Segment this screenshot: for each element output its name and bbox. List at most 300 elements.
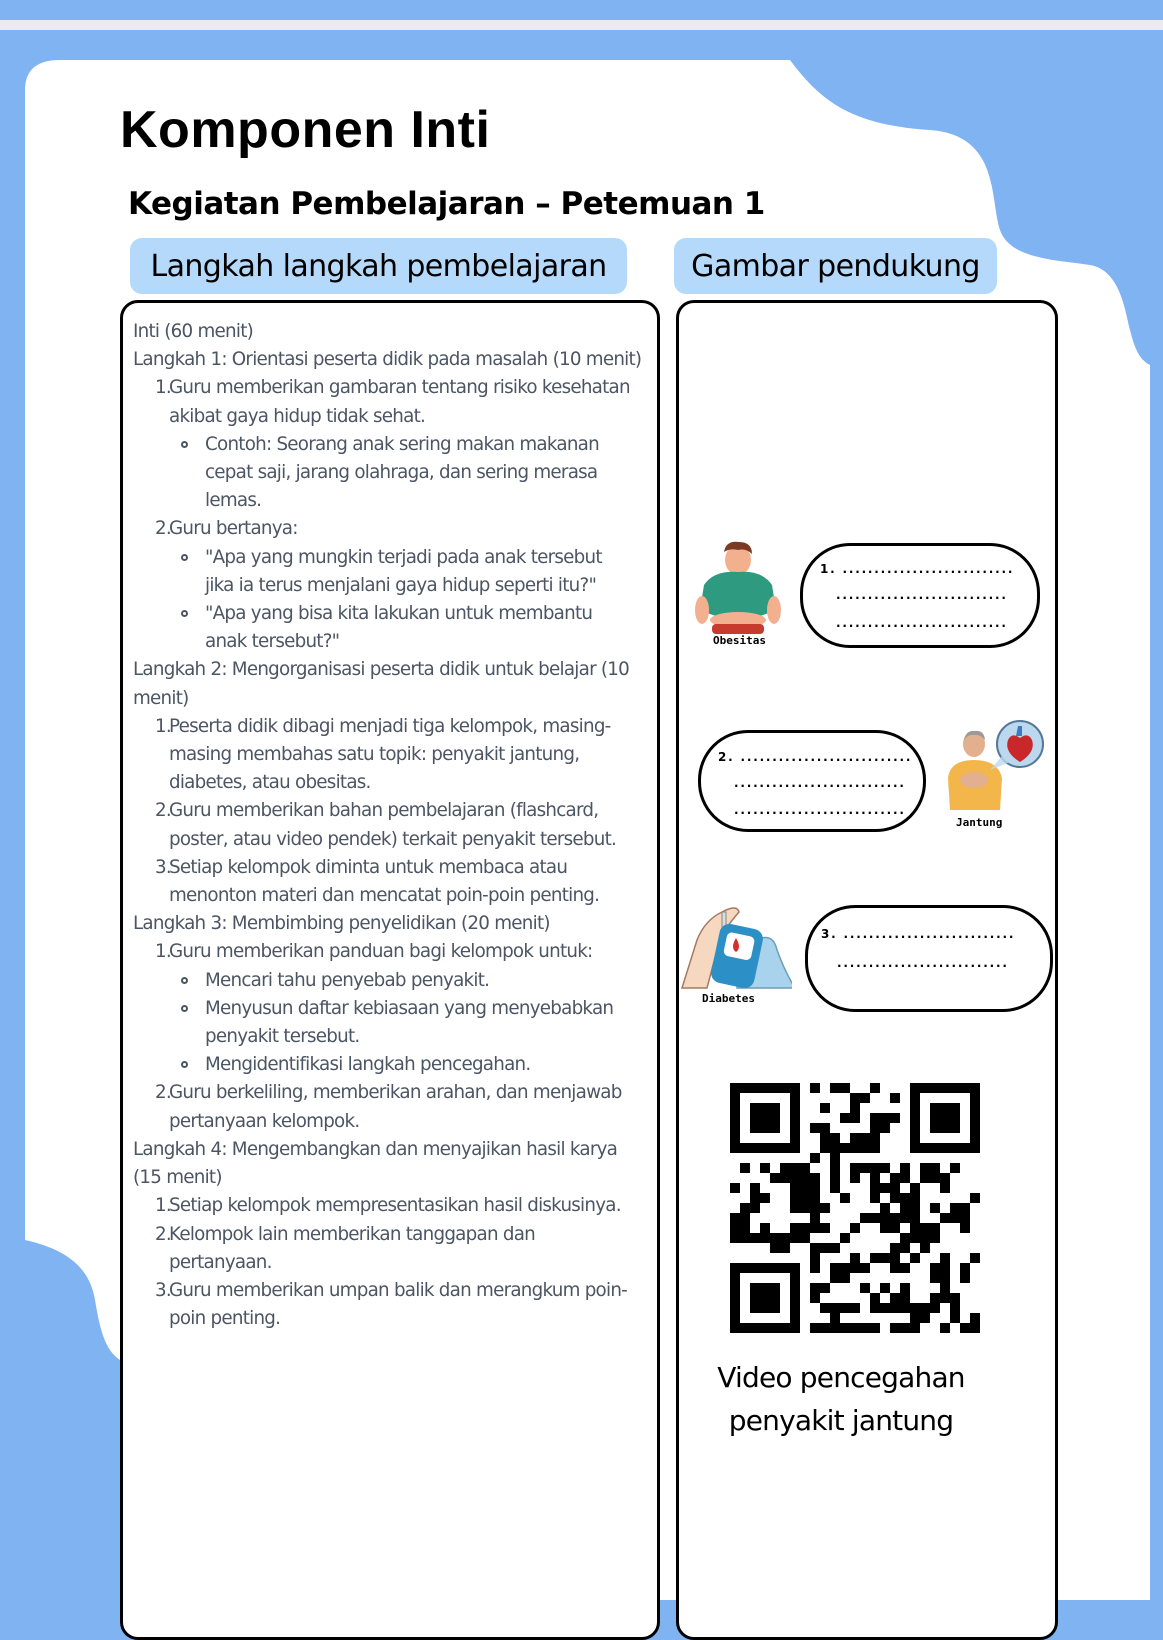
qr-module bbox=[790, 1303, 800, 1313]
qr-module bbox=[840, 1233, 850, 1243]
qr-module bbox=[910, 1323, 920, 1333]
qr-module bbox=[870, 1213, 880, 1223]
qr-module bbox=[900, 1173, 910, 1183]
qr-module bbox=[960, 1143, 970, 1153]
qr-module bbox=[810, 1123, 820, 1133]
line-text: (15 menit) bbox=[133, 1167, 222, 1189]
step-item-line bbox=[133, 1249, 663, 1277]
qr-module bbox=[910, 1193, 920, 1203]
line-text: Setiap kelompok diminta untuk membaca atau bbox=[169, 856, 568, 878]
qr-module bbox=[920, 1303, 930, 1313]
qr-module bbox=[970, 1193, 980, 1203]
qr-module bbox=[850, 1323, 860, 1333]
qr-module bbox=[860, 1093, 870, 1103]
qr-module bbox=[750, 1303, 760, 1313]
qr-module bbox=[810, 1323, 820, 1333]
qr-module bbox=[730, 1263, 740, 1273]
qr-module bbox=[910, 1143, 920, 1153]
qr-module bbox=[910, 1313, 920, 1323]
qr-module bbox=[730, 1223, 740, 1233]
qr-module bbox=[830, 1323, 840, 1333]
qr-module bbox=[800, 1183, 810, 1193]
step-item-line bbox=[133, 459, 663, 487]
qr-module bbox=[910, 1183, 920, 1193]
qr-module bbox=[900, 1213, 910, 1223]
line-text: Setiap kelompok mempresentasikan hasil diskusinya. bbox=[169, 1195, 621, 1217]
qr-module bbox=[940, 1263, 950, 1273]
qr-module bbox=[880, 1163, 890, 1173]
qr-module bbox=[880, 1253, 890, 1263]
answer-3-line-2: ........................... bbox=[837, 956, 1009, 970]
line-text: Peserta didik dibagi menjadi tiga kelompok, masing- bbox=[169, 715, 611, 737]
qr-module bbox=[970, 1323, 980, 1333]
qr-module bbox=[860, 1323, 870, 1333]
step-heading-line bbox=[133, 318, 663, 346]
line-text: penyakit tersebut. bbox=[205, 1026, 360, 1048]
qr-module bbox=[820, 1323, 830, 1333]
qr-module bbox=[740, 1263, 750, 1273]
qr-module bbox=[840, 1303, 850, 1313]
qr-module bbox=[850, 1253, 860, 1263]
qr-module bbox=[950, 1083, 960, 1093]
qr-module bbox=[820, 1203, 830, 1213]
qr-module bbox=[810, 1293, 820, 1303]
qr-module bbox=[950, 1313, 960, 1323]
obese-person-icon bbox=[694, 540, 784, 635]
line-text: anak tersebut?" bbox=[205, 631, 340, 653]
steps-header: Langkah langkah pembelajaran bbox=[130, 238, 627, 294]
step-heading-line bbox=[133, 1164, 663, 1192]
diabetes-label: Diabetes bbox=[702, 992, 755, 1005]
item-number: 2. bbox=[155, 1223, 171, 1245]
qr-module bbox=[920, 1173, 930, 1183]
qr-module bbox=[910, 1123, 920, 1133]
qr-module bbox=[790, 1173, 800, 1183]
qr-module bbox=[770, 1083, 780, 1093]
qr-module bbox=[930, 1173, 940, 1183]
qr-module bbox=[760, 1083, 770, 1093]
top-band bbox=[0, 0, 1163, 20]
qr-module bbox=[790, 1263, 800, 1273]
qr-module bbox=[730, 1283, 740, 1293]
qr-module bbox=[910, 1093, 920, 1103]
qr-module bbox=[920, 1313, 930, 1323]
line-text: pertanyaan. bbox=[169, 1251, 272, 1273]
qr-module bbox=[740, 1163, 750, 1173]
qr-module bbox=[910, 1133, 920, 1143]
step-item-line bbox=[133, 544, 663, 572]
qr-module bbox=[920, 1143, 930, 1153]
line-text: cepat saji, jarang olahraga, dan sering merasa bbox=[205, 462, 598, 484]
answer-2-line-3: ........................... bbox=[734, 803, 906, 817]
qr-module bbox=[950, 1143, 960, 1153]
step-item-line bbox=[133, 515, 663, 543]
line-text: poster, atau video pendek) terkait penyakit tersebut. bbox=[169, 828, 617, 850]
qr-module bbox=[790, 1093, 800, 1103]
qr-caption bbox=[706, 1356, 976, 1442]
qr-module bbox=[750, 1283, 760, 1293]
qr-module bbox=[820, 1243, 830, 1253]
qr-module bbox=[800, 1193, 810, 1203]
qr-module bbox=[730, 1183, 740, 1193]
qr-module bbox=[860, 1163, 870, 1173]
qr-module bbox=[910, 1223, 920, 1233]
line-text: Inti (60 menit) bbox=[133, 321, 254, 342]
qr-module bbox=[960, 1273, 970, 1283]
qr-module bbox=[940, 1273, 950, 1283]
step-item-line bbox=[133, 995, 663, 1023]
qr-code-icon[interactable] bbox=[730, 1083, 980, 1333]
qr-module bbox=[790, 1143, 800, 1153]
line-text: Guru memberikan panduan bagi kelompok untuk: bbox=[169, 941, 593, 963]
qr-module bbox=[970, 1093, 980, 1103]
qr-module bbox=[750, 1323, 760, 1333]
qr-module bbox=[730, 1273, 740, 1283]
qr-module bbox=[940, 1123, 950, 1133]
step-item-line bbox=[133, 572, 663, 600]
qr-module bbox=[740, 1143, 750, 1153]
line-text: Kelompok lain memberikan tanggapan dan bbox=[169, 1223, 535, 1245]
line-text: Guru memberikan umpan balik dan merangkum poin- bbox=[169, 1279, 628, 1301]
qr-module bbox=[820, 1283, 830, 1293]
qr-module bbox=[850, 1223, 860, 1233]
qr-module bbox=[780, 1163, 790, 1173]
qr-module bbox=[830, 1083, 840, 1093]
qr-module bbox=[780, 1243, 790, 1253]
qr-module bbox=[790, 1183, 800, 1193]
qr-module bbox=[810, 1203, 820, 1213]
qr-module bbox=[830, 1163, 840, 1173]
qr-module bbox=[730, 1233, 740, 1243]
step-item-line bbox=[133, 628, 663, 656]
qr-module bbox=[930, 1083, 940, 1093]
qr-module bbox=[950, 1123, 960, 1133]
qr-module bbox=[870, 1133, 880, 1143]
qr-module bbox=[880, 1113, 890, 1123]
obesitas-label: Obesitas bbox=[713, 634, 766, 647]
qr-module bbox=[850, 1173, 860, 1183]
qr-module bbox=[770, 1323, 780, 1333]
qr-module bbox=[810, 1223, 820, 1233]
line-text: menit) bbox=[133, 687, 189, 709]
step-item-line bbox=[133, 374, 663, 402]
qr-module bbox=[740, 1223, 750, 1233]
qr-module bbox=[820, 1303, 830, 1313]
qr-module bbox=[760, 1283, 770, 1293]
hollow-bullet-icon bbox=[181, 1061, 188, 1068]
qr-module bbox=[880, 1213, 890, 1223]
item-number: 1. bbox=[155, 941, 171, 963]
qr-module bbox=[730, 1093, 740, 1103]
answer-3-line-1: 3. ........................... bbox=[821, 927, 1016, 941]
qr-module bbox=[770, 1233, 780, 1243]
step-item-line bbox=[133, 1023, 663, 1051]
qr-module bbox=[760, 1193, 770, 1203]
qr-module bbox=[940, 1253, 950, 1263]
qr-module bbox=[790, 1103, 800, 1113]
line-text: "Apa yang mungkin terjadi pada anak tersebut bbox=[205, 546, 602, 568]
qr-module bbox=[810, 1173, 820, 1183]
qr-module bbox=[810, 1263, 820, 1273]
qr-module bbox=[800, 1163, 810, 1173]
qr-module bbox=[930, 1223, 940, 1233]
step-item-line bbox=[133, 403, 663, 431]
qr-module bbox=[890, 1303, 900, 1313]
qr-module bbox=[940, 1293, 950, 1303]
qr-module bbox=[830, 1243, 840, 1253]
qr-module bbox=[910, 1083, 920, 1093]
qr-module bbox=[880, 1223, 890, 1233]
qr-module bbox=[760, 1143, 770, 1153]
qr-module bbox=[920, 1233, 930, 1243]
top-divider bbox=[0, 20, 1163, 30]
qr-module bbox=[750, 1263, 760, 1273]
page-title: Komponen Inti bbox=[120, 101, 491, 159]
step-item-line bbox=[133, 713, 663, 741]
item-number: 1. bbox=[155, 715, 171, 737]
qr-module bbox=[750, 1143, 760, 1153]
qr-module bbox=[750, 1193, 760, 1203]
qr-module bbox=[930, 1303, 940, 1313]
qr-module bbox=[730, 1313, 740, 1323]
qr-module bbox=[800, 1233, 810, 1243]
hollow-bullet-icon bbox=[181, 554, 188, 561]
line-text: Guru berkeliling, memberikan arahan, dan menjawab bbox=[169, 1082, 622, 1104]
answer-1-line-1: 1. ........................... bbox=[820, 562, 1015, 576]
qr-module bbox=[730, 1083, 740, 1093]
qr-module bbox=[860, 1133, 870, 1143]
line-text: Menyusun daftar kebiasaan yang menyebabkan bbox=[205, 997, 614, 1019]
line-text: Langkah 3: Membimbing penyelidikan (20 menit) bbox=[133, 913, 550, 935]
qr-module bbox=[760, 1123, 770, 1133]
qr-module bbox=[950, 1293, 960, 1303]
qr-module bbox=[900, 1233, 910, 1243]
qr-module bbox=[840, 1273, 850, 1283]
qr-module bbox=[760, 1163, 770, 1173]
qr-module bbox=[890, 1193, 900, 1203]
step-heading-line bbox=[133, 346, 663, 374]
qr-module bbox=[730, 1323, 740, 1333]
item-number: 3. bbox=[155, 856, 171, 878]
line-text: Mencari tahu penyebab penyakit. bbox=[205, 969, 490, 991]
qr-module bbox=[790, 1203, 800, 1213]
qr-module bbox=[760, 1303, 770, 1313]
qr-module bbox=[730, 1303, 740, 1313]
qr-module bbox=[740, 1203, 750, 1213]
line-text: Guru memberikan gambaran tentang risiko kesehatan bbox=[169, 377, 630, 399]
qr-module bbox=[840, 1113, 850, 1123]
qr-module bbox=[760, 1113, 770, 1123]
qr-module bbox=[890, 1323, 900, 1333]
hollow-bullet-icon bbox=[181, 977, 188, 984]
qr-module bbox=[880, 1203, 890, 1213]
qr-module bbox=[830, 1143, 840, 1153]
qr-module bbox=[870, 1123, 880, 1133]
qr-module bbox=[870, 1163, 880, 1173]
qr-module bbox=[850, 1113, 860, 1123]
line-text: "Apa yang bisa kita lakukan untuk membantu bbox=[205, 603, 593, 625]
qr-module bbox=[940, 1113, 950, 1123]
qr-module bbox=[740, 1233, 750, 1243]
qr-module bbox=[890, 1093, 900, 1103]
qr-module bbox=[730, 1293, 740, 1303]
qr-module bbox=[940, 1083, 950, 1093]
heart-pain-person-icon bbox=[940, 718, 1048, 818]
qr-module bbox=[810, 1213, 820, 1223]
qr-module bbox=[850, 1303, 860, 1313]
step-item-line bbox=[133, 1221, 663, 1249]
qr-module bbox=[790, 1293, 800, 1303]
qr-module bbox=[800, 1203, 810, 1213]
qr-module bbox=[750, 1113, 760, 1123]
item-number: 1. bbox=[155, 1195, 171, 1217]
line-text: jika ia terus menjalani gaya hidup seperti itu?" bbox=[205, 574, 597, 596]
qr-module bbox=[890, 1173, 900, 1183]
qr-module bbox=[890, 1183, 900, 1193]
qr-module bbox=[830, 1313, 840, 1323]
qr-module bbox=[800, 1223, 810, 1233]
qr-module bbox=[900, 1193, 910, 1203]
qr-module bbox=[880, 1123, 890, 1133]
qr-module bbox=[820, 1123, 830, 1133]
qr-module bbox=[840, 1083, 850, 1093]
qr-module bbox=[760, 1293, 770, 1303]
answer-1-line-3: ........................... bbox=[836, 616, 1008, 630]
qr-module bbox=[810, 1183, 820, 1193]
step-item-line bbox=[133, 1079, 663, 1107]
qr-module bbox=[960, 1263, 970, 1273]
qr-module bbox=[790, 1113, 800, 1123]
qr-module bbox=[970, 1113, 980, 1123]
qr-module bbox=[930, 1113, 940, 1123]
qr-module bbox=[870, 1193, 880, 1203]
step-item-line bbox=[133, 967, 663, 995]
qr-module bbox=[930, 1203, 940, 1213]
qr-module bbox=[870, 1143, 880, 1153]
qr-module bbox=[790, 1313, 800, 1323]
qr-module bbox=[910, 1203, 920, 1213]
qr-module bbox=[970, 1313, 980, 1323]
qr-module bbox=[870, 1083, 880, 1093]
qr-module bbox=[910, 1253, 920, 1263]
qr-module bbox=[870, 1183, 880, 1193]
hollow-bullet-icon bbox=[181, 1005, 188, 1012]
qr-module bbox=[940, 1143, 950, 1153]
qr-module bbox=[790, 1283, 800, 1293]
qr-module bbox=[930, 1163, 940, 1173]
qr-module bbox=[820, 1143, 830, 1153]
qr-module bbox=[800, 1173, 810, 1183]
jantung-label: Jantung bbox=[956, 816, 1003, 829]
line-text: lemas. bbox=[205, 490, 262, 512]
qr-module bbox=[940, 1213, 950, 1223]
qr-module bbox=[830, 1263, 840, 1273]
qr-module bbox=[790, 1193, 800, 1203]
step-item-line bbox=[133, 741, 663, 769]
step-item-line bbox=[133, 1305, 663, 1333]
step-item-line bbox=[133, 769, 663, 797]
line-text: Guru memberikan bahan pembelajaran (flashcard, bbox=[169, 800, 599, 822]
line-text: poin penting. bbox=[169, 1308, 281, 1330]
qr-module bbox=[790, 1233, 800, 1243]
qr-module bbox=[850, 1143, 860, 1153]
qr-module bbox=[750, 1293, 760, 1303]
qr-module bbox=[730, 1133, 740, 1143]
qr-module bbox=[890, 1263, 900, 1273]
qr-module bbox=[930, 1263, 940, 1273]
qr-module bbox=[760, 1233, 770, 1243]
qr-module bbox=[870, 1113, 880, 1123]
qr-module bbox=[900, 1303, 910, 1313]
qr-module bbox=[810, 1193, 820, 1203]
qr-module bbox=[900, 1263, 910, 1273]
qr-module bbox=[880, 1183, 890, 1193]
qr-module bbox=[830, 1183, 840, 1193]
qr-module bbox=[750, 1183, 760, 1193]
qr-module bbox=[810, 1083, 820, 1093]
qr-module bbox=[970, 1123, 980, 1133]
line-text: diabetes, atau obesitas. bbox=[169, 772, 371, 794]
qr-module bbox=[890, 1243, 900, 1253]
qr-module bbox=[780, 1233, 790, 1243]
qr-module bbox=[870, 1173, 880, 1183]
qr-module bbox=[780, 1323, 790, 1333]
qr-module bbox=[910, 1113, 920, 1123]
qr-module bbox=[930, 1233, 940, 1243]
qr-module bbox=[770, 1293, 780, 1303]
qr-module bbox=[790, 1123, 800, 1133]
qr-module bbox=[940, 1283, 950, 1293]
qr-module bbox=[930, 1143, 940, 1153]
qr-module bbox=[850, 1103, 860, 1113]
qr-module bbox=[960, 1203, 970, 1213]
qr-module bbox=[730, 1213, 740, 1223]
qr-module bbox=[770, 1113, 780, 1123]
qr-module bbox=[770, 1143, 780, 1153]
step-item-line bbox=[133, 1192, 663, 1220]
qr-module bbox=[950, 1163, 960, 1173]
qr-caption-line-1: Video pencegahan bbox=[717, 1361, 965, 1394]
line-text: menonton materi dan mencatat poin-poin penting. bbox=[169, 885, 600, 907]
line-text: pertanyaan kelompok. bbox=[169, 1110, 360, 1132]
step-item-line bbox=[133, 938, 663, 966]
step-item-line bbox=[133, 882, 663, 910]
qr-module bbox=[870, 1323, 880, 1333]
step-item-line bbox=[133, 797, 663, 825]
step-item-line bbox=[133, 431, 663, 459]
qr-module bbox=[830, 1153, 840, 1163]
line-text: Contoh: Seorang anak sering makan makanan bbox=[205, 433, 599, 455]
qr-module bbox=[840, 1143, 850, 1153]
qr-module bbox=[780, 1173, 790, 1183]
qr-module bbox=[750, 1103, 760, 1113]
qr-module bbox=[760, 1223, 770, 1233]
qr-module bbox=[890, 1113, 900, 1123]
glucose-meter-icon bbox=[677, 900, 792, 990]
images-header: Gambar pendukung bbox=[674, 238, 997, 294]
qr-module bbox=[810, 1243, 820, 1253]
line-text: Mengidentifikasi langkah pencegahan. bbox=[205, 1054, 531, 1076]
qr-module bbox=[830, 1303, 840, 1313]
qr-module bbox=[750, 1123, 760, 1133]
learning-steps-list bbox=[133, 318, 663, 1333]
qr-module bbox=[790, 1323, 800, 1333]
qr-module bbox=[900, 1203, 910, 1213]
qr-module bbox=[830, 1173, 840, 1183]
qr-module bbox=[850, 1093, 860, 1103]
qr-module bbox=[890, 1253, 900, 1263]
qr-module bbox=[970, 1253, 980, 1263]
